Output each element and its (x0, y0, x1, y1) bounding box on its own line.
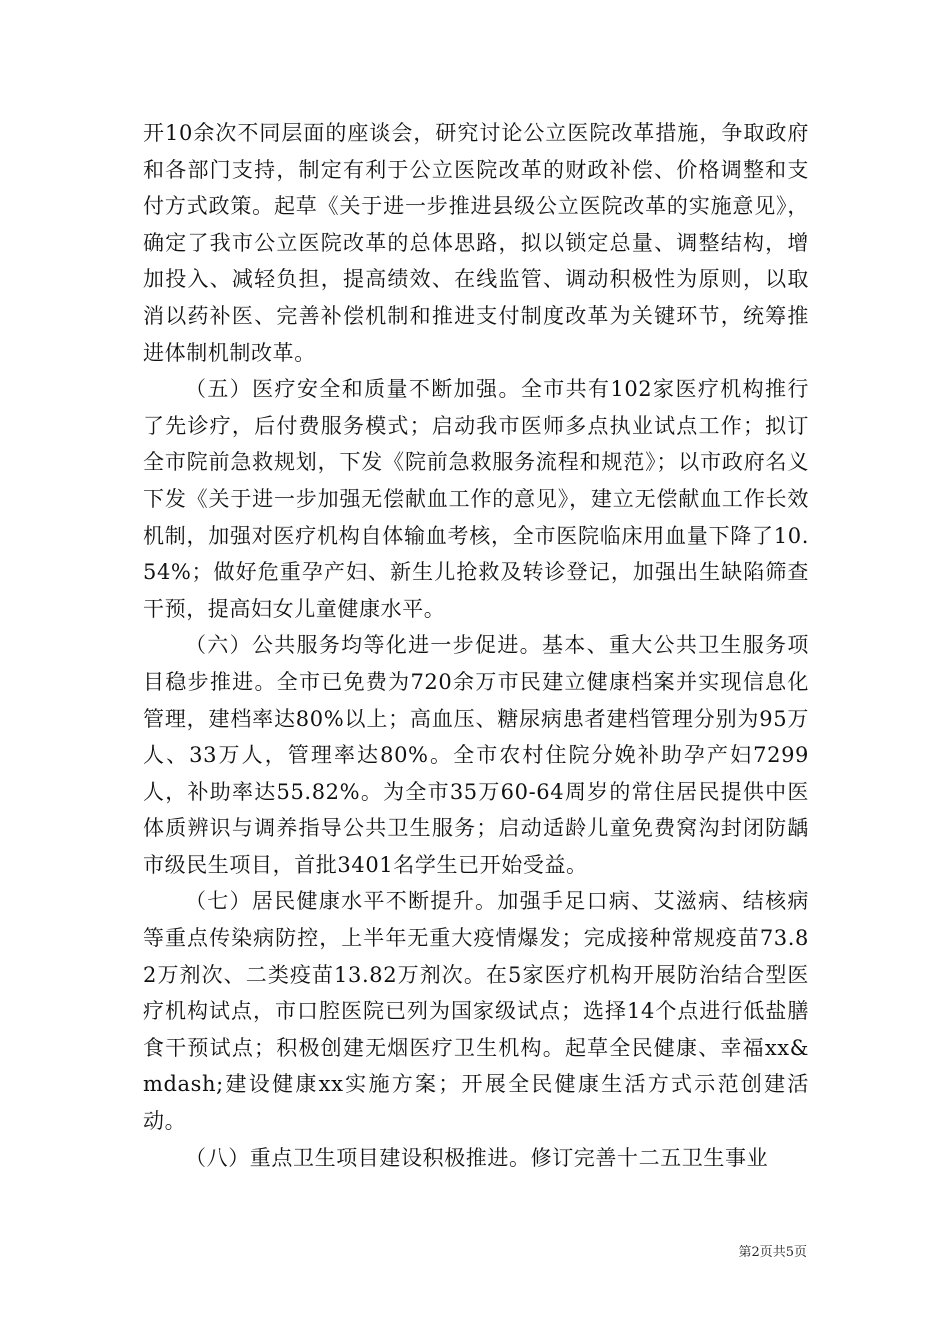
paragraph-continued: 开10余次不同层面的座谈会，研究讨论公立医院改革措施，争取政府和各部门支持，制定有利于公立医院改革的财政补偿、价格调整和支付方式政策。起草《关于进一步推进县级公立医院改革的实施意见》，确定了我市公立医院改革的总体思路，拟以锁定总量、调整结构，增加投入、减轻负担，提高绩效、在线监管、调动积极性为原则，以取消以药补医、完善补偿机制和推进支付制度改革为关键环节，统筹推进体制机制改革。 (143, 121, 809, 365)
paragraph-medical-safety: （五）医疗安全和质量不断加强。全市共有102家医疗机构推行了先诊疗，后付费服务模式；启动我市医师多点执业试点工作；拟订全市院前急救规划，下发《院前急救服务流程和规范》；以市政府名义下发《关于进一步加强无偿献血工作的意见》，建立无偿献血工作长效机制，加强对医疗机构自体输血考核，全市医院临床用血量下降了10.54%；做好危重孕产妇、新生儿抢救及转诊登记，加强出生缺陷筛查干预，提高妇女儿童健康水平。 (143, 377, 809, 621)
paragraph-resident-health: （七）居民健康水平不断提升。加强手足口病、艾滋病、结核病等重点传染病防控，上半年无重大疫情爆发；完成接种常规疫苗73.82万剂次、二类疫苗13.82万剂次。在5家医疗机构开展防治结合型医疗机构试点，市口腔医院已列为国家级试点；选择14个点进行低盐膳食干预试点；积极创建无烟医疗卫生机构。起草全民健康、幸福xx&mdash;建设健康xx实施方案；开展全民健康生活方式示范创建活动。 (143, 889, 809, 1134)
document-body (143, 115, 809, 1176)
paragraph-public-services: （六）公共服务均等化进一步促进。基本、重大公共卫生服务项目稳步推进。全市已免费为720余万市民建立健康档案并实现信息化管理，建档率达80%以上；高血压、糖尿病患者建档管理分别为95万人、33万人，管理率达80%。全市农村住院分娩补助孕产妇7299人，补助率达55.82%。为全市35万60-64周岁的常住居民提供中医体质辨识与调养指导公共卫生服务；启动适龄儿童免费窝沟封闭防龋市级民生项目，首批3401名学生已开始受益。 (143, 633, 809, 877)
paragraph-key-projects: （八）重点卫生项目建设积极推进。修订完善十二五卫生事业 (185, 1145, 769, 1170)
page-number-label: 第2页共5页 (738, 1245, 807, 1260)
page-footer (738, 1244, 807, 1262)
